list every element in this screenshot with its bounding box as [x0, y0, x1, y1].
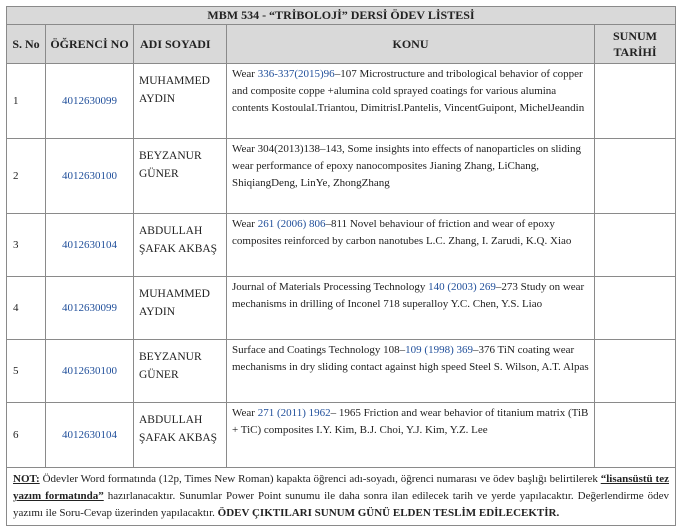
row-presentation-date	[595, 403, 676, 468]
row-student-name: BEYZANUR GÜNER	[134, 340, 227, 403]
row-student-name: ABDULLAH ŞAFAK AKBAŞ	[134, 403, 227, 468]
row-sno: 4	[7, 277, 46, 340]
table-row	[7, 214, 676, 277]
row-sno: 1	[7, 64, 46, 139]
row-student-name: MUHAMMED AYDIN	[134, 64, 227, 139]
topic-citation-highlight: 109 (1998) 369	[405, 344, 473, 356]
topic-text: Journal of Materials Processing Technology	[232, 281, 429, 293]
row-student-no: 4012630104	[46, 214, 134, 277]
row-sno: 3	[7, 214, 46, 277]
row-topic	[227, 214, 595, 277]
table-row	[7, 139, 676, 214]
col-header-student-no: ÖĞRENCİ NO	[46, 25, 134, 64]
table-row	[7, 277, 676, 340]
row-presentation-date	[595, 340, 676, 403]
topic-text: Surface and Coatings Technology 108–	[232, 344, 406, 356]
note-label: NOT:	[13, 473, 40, 485]
row-presentation-date	[595, 214, 676, 277]
col-header-date: SUNUM TARİHİ	[595, 25, 676, 64]
row-presentation-date	[595, 277, 676, 340]
topic-text: –107 Microstructure and tribological behavior of copper and composite coppe +alumina cold sprayed coatings for various alumina contents KostoulaI.Triantou, DimitrisI.Pantelis, VincentGuipont, MichelJeandin	[232, 68, 585, 114]
row-student-name: BEYZANUR GÜNER	[134, 139, 227, 214]
topic-text: –811 Novel behaviour of friction and wear of epoxy composites reinforced by carbon nanotubes L.C. Zhang, I. Zarudi, K.Q. Xiao	[232, 218, 572, 247]
topic-text: – 1965 Friction and wear behavior of titanium matrix (TiB + TiC) composites I.Y. Kim, B.J. Choi, Y.J. Kim, Y.Z. Lee	[232, 407, 589, 436]
topic-text: Wear 304(2013)138–143, Some insights into effects of nanoparticles on sliding wear performance of epoxy nanocomposites Jianing Zhang, LiChang, ShiqiangDeng, LinYe, ZhongZhang	[232, 143, 582, 189]
row-sno: 6	[7, 403, 46, 468]
topic-text: Wear	[232, 68, 258, 80]
topic-citation-highlight: 271 (2011) 1962	[257, 407, 331, 419]
row-presentation-date	[595, 64, 676, 139]
topic-text: Wear	[232, 218, 258, 230]
row-topic	[227, 340, 595, 403]
table-row	[7, 64, 676, 139]
note-text-1: Ödevler Word formatında (12p, Times New Roman) kapakta öğrenci adı-soyadı, öğrenci numarası ve ödev başlığı belirtilerek	[39, 473, 601, 485]
table-row	[7, 340, 676, 403]
col-header-name: ADI SOYADI	[134, 25, 227, 64]
col-header-topic: KONU	[227, 25, 595, 64]
row-student-no: 4012630099	[46, 277, 134, 340]
row-topic	[227, 64, 595, 139]
col-header-sno: S. No	[7, 25, 46, 64]
note-bold-end: ÖDEV ÇIKTILARI SUNUM GÜNÜ ELDEN TESLİM EDİLECEKTİR.	[217, 507, 560, 519]
table-row	[7, 403, 676, 468]
header-row	[7, 25, 676, 64]
row-presentation-date	[595, 139, 676, 214]
topic-citation-highlight: 140 (2003) 269	[428, 281, 496, 293]
row-student-no: 4012630104	[46, 403, 134, 468]
assignment-table	[6, 6, 676, 526]
table-title: MBM 534 - “TRİBOLOJİ” DERSİ ÖDEV LİSTESİ	[7, 7, 676, 25]
row-topic	[227, 139, 595, 214]
row-student-no: 4012630100	[46, 139, 134, 214]
row-sno: 5	[7, 340, 46, 403]
topic-citation-highlight: 261 (2006) 806	[257, 218, 326, 230]
note-emphasis: “lisansüstü tez yazım formatında”	[13, 473, 669, 502]
note-text-2: hazırlanacaktır. Sunumlar Power Point sunumu ile daha sonra ilan edilecek tarih ve yerde yapılacaktır. Değerlendirme ödev yazımı ile Soru-Cevap üzerinden yapılacaktır.	[13, 490, 669, 519]
topic-text: –273 Study on wear mechanisms in drilling of Inconel 718 superalloy Y.C. Chen, Y.S. Liao	[232, 281, 585, 310]
row-student-name: ABDULLAH ŞAFAK AKBAŞ	[134, 214, 227, 277]
row-student-name: MUHAMMED AYDIN	[134, 277, 227, 340]
assignment-sheet	[6, 6, 675, 526]
topic-text: Wear	[232, 407, 258, 419]
row-sno: 2	[7, 139, 46, 214]
row-topic	[227, 277, 595, 340]
topic-citation-highlight: 336-337(2015)96	[257, 68, 335, 80]
row-student-no: 4012630100	[46, 340, 134, 403]
topic-text: –376 TiN coating wear mechanisms in dry sliding contact against high speed Steel S. Wilson, A.T. Alpas	[232, 344, 589, 373]
row-topic	[227, 403, 595, 468]
row-student-no: 4012630099	[46, 64, 134, 139]
footer-note	[7, 468, 676, 526]
